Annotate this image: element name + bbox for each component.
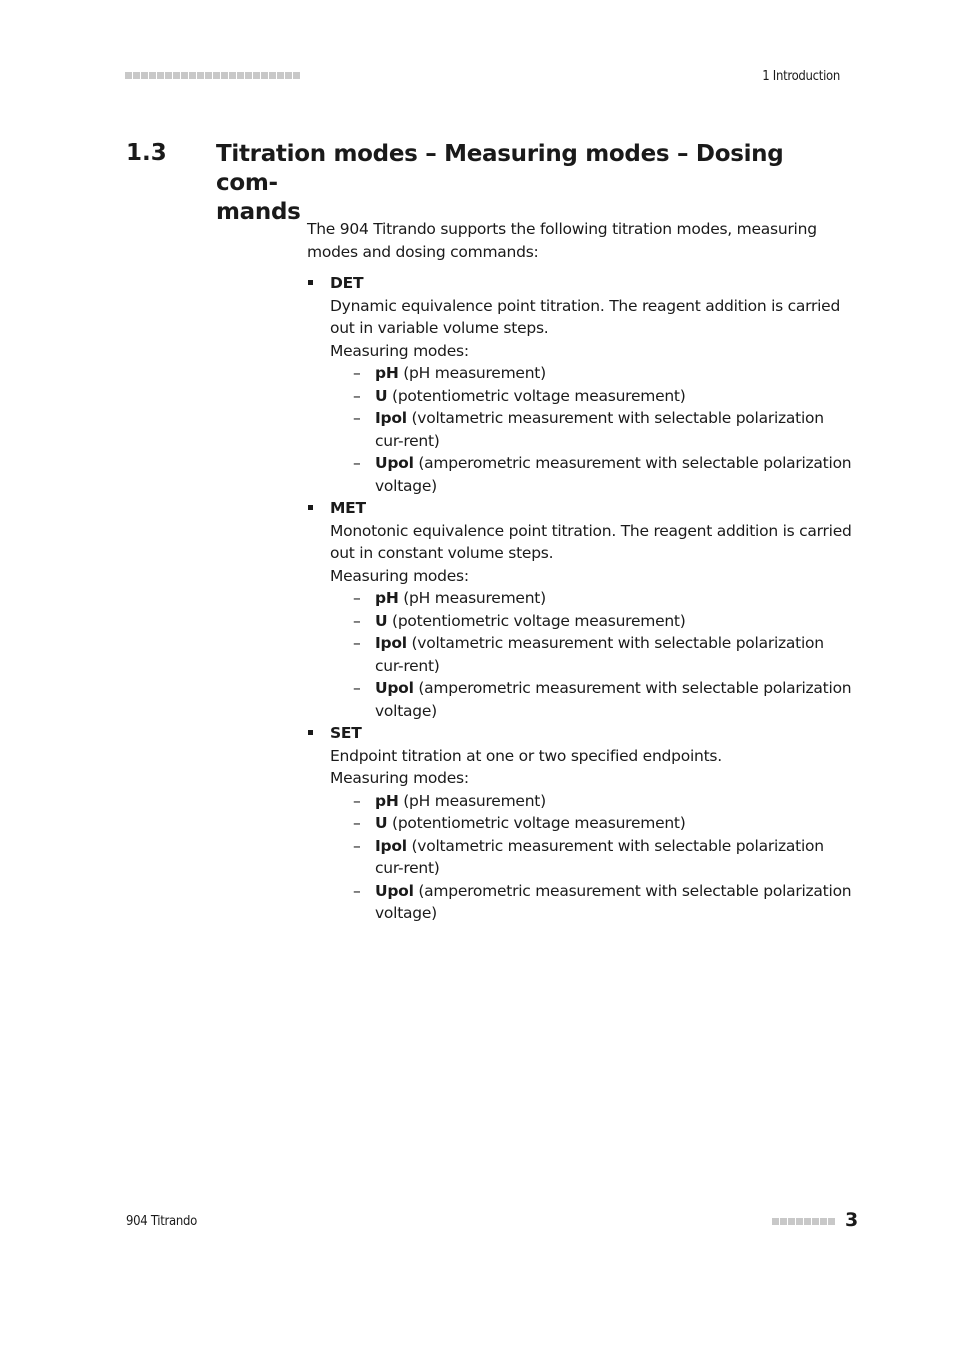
measuring-mode-code: pH	[375, 589, 399, 607]
measuring-mode-item	[330, 452, 852, 497]
measuring-mode-item	[330, 790, 852, 813]
measuring-modes-label: Measuring modes:	[330, 769, 469, 787]
decor-square	[269, 72, 276, 79]
measuring-mode-item	[330, 812, 852, 835]
header-section-title: 1 Introduction	[762, 69, 840, 84]
measuring-mode-item	[330, 610, 852, 633]
decor-square	[820, 1218, 827, 1225]
measuring-mode-code: Upol	[375, 454, 414, 472]
decor-square	[165, 72, 172, 79]
measuring-mode-code: pH	[375, 364, 399, 382]
main-content	[307, 218, 852, 925]
header-decoration	[125, 72, 300, 79]
decor-square	[141, 72, 148, 79]
measuring-mode-code: Upol	[375, 881, 414, 900]
decor-square	[189, 72, 196, 79]
dash-icon: –	[353, 364, 361, 382]
dash-icon: –	[353, 454, 361, 472]
bullet-icon	[308, 730, 313, 735]
dash-icon: –	[353, 679, 361, 697]
measuring-mode-item	[330, 677, 852, 722]
bullet-icon	[308, 505, 313, 510]
decor-square	[788, 1218, 795, 1225]
measuring-mode-list	[330, 587, 852, 722]
measuring-modes-label: Measuring modes:	[330, 566, 469, 585]
measuring-mode-text: (pH measurement)	[398, 364, 546, 382]
decor-square	[221, 72, 228, 79]
measuring-mode-code: U	[375, 814, 388, 832]
measuring-mode-code: U	[375, 611, 388, 630]
measuring-mode-code: Upol	[375, 679, 414, 697]
dash-icon: –	[353, 881, 361, 900]
footer-product: 904 Titrando	[126, 1214, 197, 1229]
section-title-text: Titration modes – Measuring modes – Dosing com- mands	[216, 141, 784, 225]
titration-mode	[307, 272, 852, 497]
decor-square	[245, 72, 252, 79]
section-title	[216, 140, 846, 227]
decor-square	[237, 72, 244, 79]
measuring-mode-item	[330, 587, 852, 610]
dash-icon: –	[353, 409, 361, 427]
section-number: 1.3	[126, 140, 167, 166]
titration-mode	[307, 497, 852, 722]
measuring-mode-item	[330, 385, 852, 408]
decor-square	[157, 72, 164, 79]
decor-square	[812, 1218, 819, 1225]
dash-icon: –	[353, 634, 361, 652]
mode-description: Dynamic equivalence point titration. The reagent addition is carried out in variable volume steps.	[330, 296, 841, 337]
measuring-mode-list	[330, 362, 852, 497]
decor-square	[173, 72, 180, 79]
measuring-mode-text: (voltametric measurement with selectable polarization cur-rent)	[375, 634, 824, 675]
measuring-mode-code: Ipol	[375, 409, 407, 427]
dash-icon: –	[353, 814, 361, 832]
decor-square	[253, 72, 260, 79]
decor-square	[828, 1218, 835, 1225]
titration-mode	[307, 722, 852, 925]
measuring-mode-text: (voltametric measurement with selectable polarization cur-rent)	[375, 836, 824, 877]
measuring-modes-label: Measuring modes:	[330, 341, 469, 360]
measuring-mode-code: Ipol	[375, 836, 407, 855]
measuring-mode-item	[330, 407, 852, 452]
decor-square	[780, 1218, 787, 1225]
measuring-mode-item	[330, 880, 852, 925]
bullet-icon	[308, 280, 313, 285]
dash-icon: –	[353, 386, 361, 405]
decor-square	[149, 72, 156, 79]
dash-icon: –	[353, 791, 361, 810]
mode-description: Endpoint titration at one or two specified endpoints.	[330, 746, 722, 765]
measuring-mode-text: (amperometric measurement with selectable polarization voltage)	[375, 679, 852, 720]
decor-square	[277, 72, 284, 79]
decor-square	[197, 72, 204, 79]
page-number: 3	[845, 1209, 859, 1231]
measuring-mode-item	[330, 362, 852, 385]
measuring-mode-text: (pH measurement)	[398, 791, 546, 810]
mode-name: DET	[330, 274, 364, 292]
decor-square	[285, 72, 292, 79]
footer-decoration	[772, 1218, 835, 1225]
measuring-mode-text: (pH measurement)	[398, 589, 546, 607]
mode-description: Monotonic equivalence point titration. The reagent addition is carried out in constant volume steps.	[330, 521, 852, 562]
measuring-mode-code: U	[375, 386, 388, 405]
measuring-mode-text: (voltametric measurement with selectable polarization cur-rent)	[375, 409, 824, 450]
intro-paragraph: The 904 Titrando supports the following titration modes, measuring modes and dosing commands:	[307, 220, 817, 261]
decor-square	[796, 1218, 803, 1225]
measuring-mode-text: (amperometric measurement with selectable polarization voltage)	[375, 454, 852, 495]
decor-square	[181, 72, 188, 79]
decor-square	[125, 72, 132, 79]
measuring-mode-text: (potentiometric voltage measurement)	[387, 611, 686, 630]
measuring-mode-list	[330, 790, 852, 925]
dash-icon: –	[353, 589, 361, 607]
dash-icon: –	[353, 611, 361, 630]
decor-square	[205, 72, 212, 79]
titration-mode-list	[307, 272, 852, 925]
measuring-mode-code: Ipol	[375, 634, 407, 652]
measuring-mode-code: pH	[375, 791, 399, 810]
measuring-mode-item	[330, 632, 852, 677]
decor-square	[213, 72, 220, 79]
mode-name: MET	[330, 499, 366, 517]
measuring-mode-text: (potentiometric voltage measurement)	[387, 386, 686, 405]
decor-square	[804, 1218, 811, 1225]
measuring-mode-text: (potentiometric voltage measurement)	[387, 814, 686, 832]
decor-square	[261, 72, 268, 79]
measuring-mode-item	[330, 835, 852, 880]
decor-square	[229, 72, 236, 79]
decor-square	[293, 72, 300, 79]
measuring-mode-text: (amperometric measurement with selectable polarization voltage)	[375, 881, 852, 922]
decor-square	[772, 1218, 779, 1225]
dash-icon: –	[353, 836, 361, 855]
mode-name: SET	[330, 724, 362, 742]
decor-square	[133, 72, 140, 79]
